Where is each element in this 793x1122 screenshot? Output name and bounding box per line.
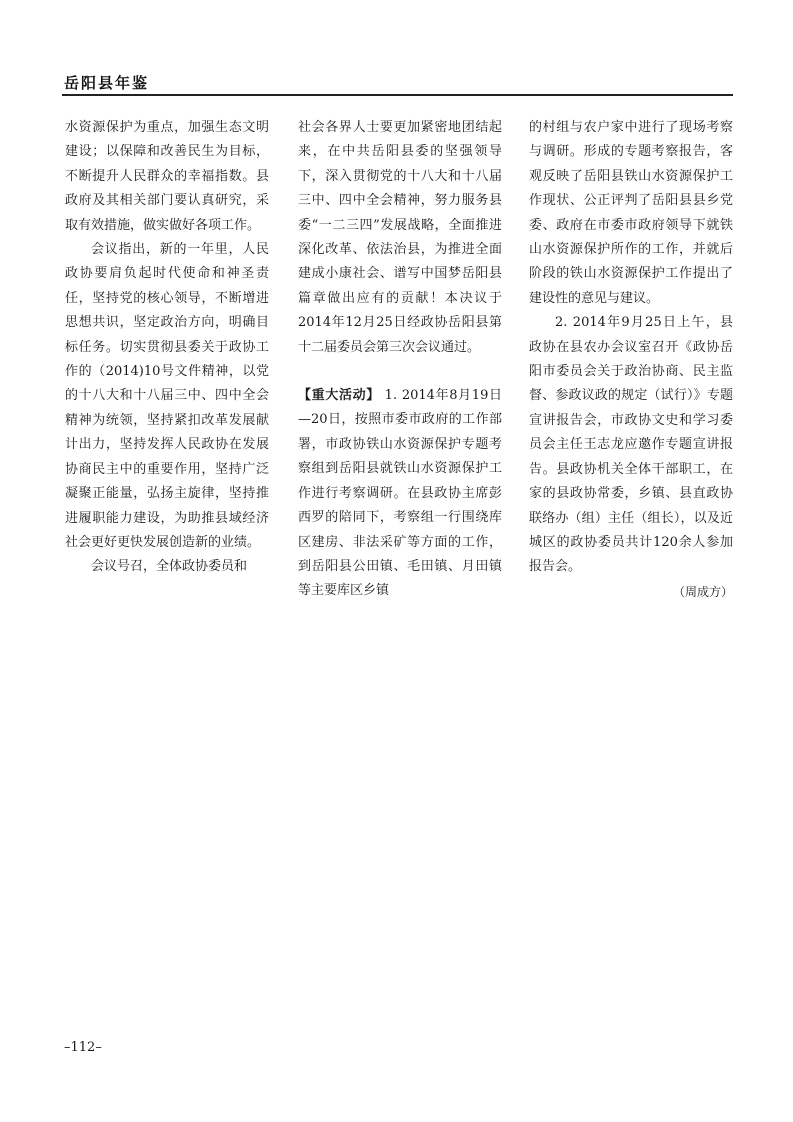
paragraph: 的村组与农户家中进行了现场考察与调研。形成的专题考察报告，客观反映了岳阳县铁山水资源保护工作现状、公正评判了岳阳县县乡党委、政府在市委市政府领导下就铁山水资源保护所作的工作，并就后阶段的铁山水资源保护工作提出了建设性的意见与建议。 — [529, 120, 733, 306]
paragraph: 会议号召，全体政协委员和 — [91, 559, 248, 575]
section-heading: 【重大活动】 — [298, 388, 380, 404]
text-column-3 — [529, 116, 733, 604]
paragraph: 会议指出，新的一年里，人民政协要肩负起时代使命和神圣责任，坚持党的核心领导，不断增进思想共识，坚定政治方向，明确目标任务。切实贯彻县委关于政协工作的（2014)10号文件精神，以党的十八大和十八届三中、四中全会精神为统领，坚持紧扣改革发展献计出力，坚持发挥人民政协在发展协商民主中的重要作用，坚持广泛凝聚正能量，弘扬主旋律，坚持推进履职能力建设，为助推县域经济社会更好更快发展创造新的业绩。 — [65, 242, 269, 550]
running-header-title: 岳阳县年鉴 — [64, 74, 150, 92]
paragraph: 水资源保护为重点，加强生态文明建设；以保障和改善民生为目标，不断提升人民群众的幸福指数。县政府及其相关部门要认真研究，采取有效措施，做实做好各项工作。 — [65, 120, 269, 233]
text-column-1 — [65, 116, 269, 580]
text-column-2 — [298, 116, 502, 604]
paragraph: 社会各界人士要更加紧密地团结起来，在中共岳阳县委的坚强领导下，深入贯彻党的十八大和十八届三中、四中全会精神，努力服务县委“一二三四”发展战略，全面推进深化改革、依法治县，为推进全面建成小康社会、谱写中国梦岳阳县篇章做出应有的贡献！本决议于2014年12月25日经政协岳阳县第十二届委员会第三次会议通过。 — [298, 120, 502, 355]
paragraph: 2. 2014年9月25日上午，县政协在县农办会议室召开《政协岳阳市委员会关于政治协商、民主监督、参政议政的规定（试行）》专题宣讲报告会，市政协文史和学习委员会主任王志龙应邀作专题宣讲报告。县政协机关全体干部职工，在家的县政协常委，乡镇、县直政协联络办（组）主任（组长），以及近城区的政协委员共计120余人参加报告会。 — [529, 315, 733, 575]
page-number: –112– — [64, 1040, 102, 1055]
header-divider — [62, 94, 733, 96]
paragraph-text: 1. 2014年8月19日—20日，按照市委市政府的工作部署，市政协铁山水资源保护专题考察组到岳阳县就铁山水资源保护工作进行考察调研。在县政协主席彭西罗的陪同下，考察组一行围绕库区建房、非法采矿等方面的工作，到岳阳县公田镇、毛田镇、月田镇等主要库区乡镇 — [298, 388, 502, 599]
author-credit: （周成方） — [672, 584, 733, 599]
section-paragraph — [298, 384, 502, 604]
